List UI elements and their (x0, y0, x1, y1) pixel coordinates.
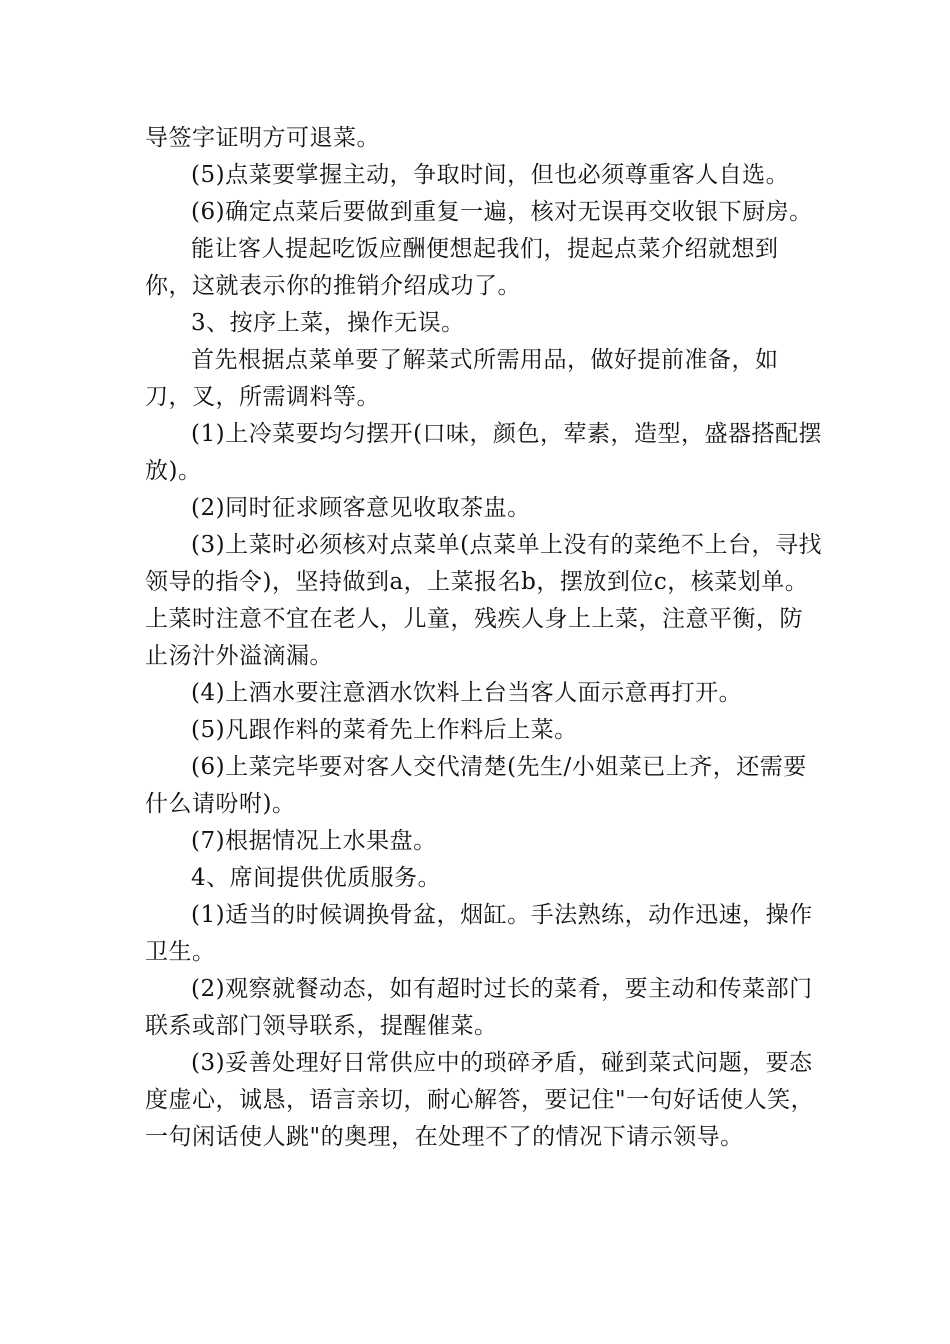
paragraph-serve-item-3: (3)上菜时必须核对点菜单(点菜单上没有的菜绝不上台，寻找领导的指令)，坚持做到a，上菜报名b，摆放到位c，核菜划单。上菜时注意不宜在老人，儿童，残疾人身上上菜，注意平衡，防止汤汁外溢滴漏。 (145, 532, 823, 669)
paragraph-service-item-1: (1)适当的时候调换骨盆，烟缸。手法熟练，动作迅速，操作卫生。 (145, 902, 813, 965)
paragraph-sales-success: 能让客人提起吃饭应酬便想起我们，提起点菜介绍就想到你，这就表示你的推销介绍成功了。 (145, 236, 779, 299)
paragraph-serve-item-4: (4)上酒水要注意酒水饮料上台当客人面示意再打开。 (191, 680, 743, 706)
paragraph-service-item-2: (2)观察就餐动态，如有超时过长的菜肴，要主动和传菜部门联系或部门领导联系，提醒催菜。 (145, 976, 813, 1039)
paragraph-continuation: 导签字证明方可退菜。 (145, 125, 380, 151)
paragraph-order-item-5: (5)点菜要掌握主动，争取时间，但也必须尊重客人自选。 (191, 162, 790, 188)
section-heading-3: 3、按序上菜，操作无误。 (191, 310, 465, 336)
paragraph-serve-item-1: (1)上冷菜要均匀摆开(口味，颜色，荤素，造型，盛器搭配摆放)。 (145, 421, 823, 484)
paragraph-service-item-3: (3)妥善处理好日常供应中的琐碎矛盾，碰到菜式问题，要态度虚心，诚恳，语言亲切，耐心解答，要记住"一句好话使人笑，一句闲话使人跳"的奥理，在处理不了的情况下请示领导。 (145, 1050, 815, 1150)
paragraph-preparation: 首先根据点菜单要了解菜式所需用品，做好提前准备，如刀，叉，所需调料等。 (145, 347, 779, 410)
paragraph-serve-item-6: (6)上菜完毕要对客人交代清楚(先生/小姐菜已上齐，还需要什么请吩咐)。 (145, 754, 807, 817)
paragraph-order-item-6: (6)确定点菜后要做到重复一遍，核对无误再交收银下厨房。 (191, 199, 813, 225)
paragraph-serve-item-5: (5)凡跟作料的菜肴先上作料后上菜。 (191, 717, 578, 743)
paragraph-serve-item-7: (7)根据情况上水果盘。 (191, 828, 437, 854)
section-heading-4: 4、席间提供优质服务。 (191, 865, 442, 891)
paragraph-serve-item-2: (2)同时征求顾客意见收取茶盅。 (191, 495, 531, 521)
document-body (145, 120, 825, 1156)
